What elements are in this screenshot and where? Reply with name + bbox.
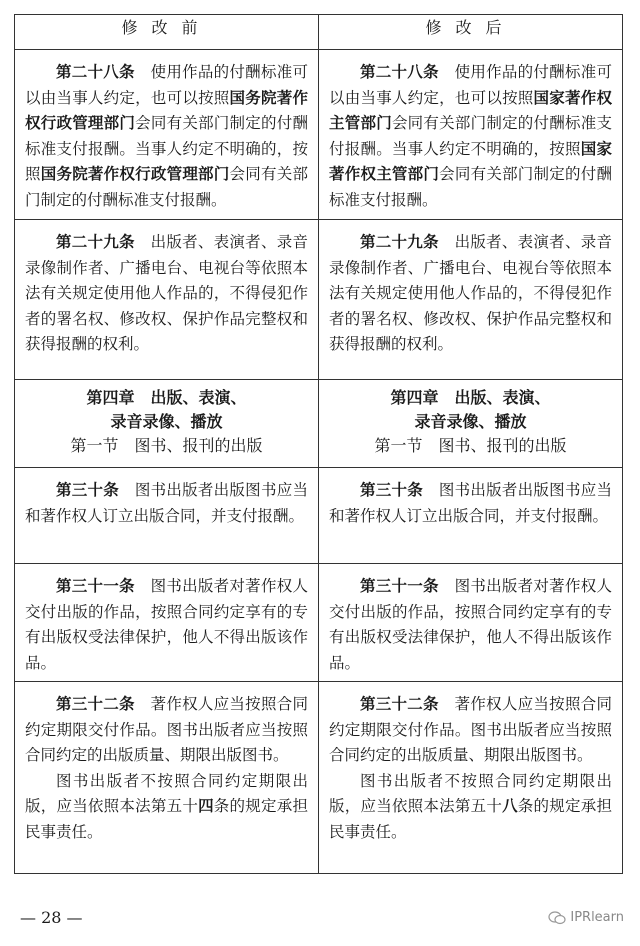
article-paragraph (25, 769, 308, 846)
header-before: 修改前 (15, 15, 319, 50)
article-paragraph (329, 230, 612, 358)
article-paragraph (25, 230, 308, 358)
bold-text: 第三十一条 (56, 577, 135, 595)
table-row (15, 220, 623, 380)
cell-before (15, 564, 319, 682)
article-paragraph (329, 692, 612, 769)
cell-before (15, 220, 319, 380)
bold-text: 第三十二条 (360, 695, 439, 713)
cell-after (319, 50, 623, 220)
article-paragraph (329, 60, 612, 213)
header-after: 修改后 (319, 15, 623, 50)
text: 会同有关部门制定的付酬标准支付报酬。 (329, 165, 612, 209)
bold-text: 四 (198, 797, 214, 815)
cell-after (319, 220, 623, 380)
bold-text: 国务院著作权行政管理部门 (25, 88, 308, 132)
bold-text: 第二十九条 (56, 233, 135, 251)
bold-text: 第三十条 (360, 481, 424, 499)
text: 条的规定承担民事责任。 (329, 797, 612, 841)
text: 图书出版者对著作权人交付出版的作品，按照合同约定享有的专有出版权受法律保护，他人不得出版该作品。 (25, 577, 308, 672)
text: 著作权人应当按照合同约定期限交付作品。图书出版者应当按照合同约定的出版质量、期限出版图书。 (329, 695, 612, 764)
comparison-table (14, 14, 623, 874)
section-title: 第一节 图书、报刊的出版 (70, 436, 263, 455)
chapter-title: 第四章 出版、表演、 (86, 388, 247, 407)
bold-text: 八 (502, 797, 518, 815)
table-row (15, 564, 623, 682)
wechat-icon (548, 911, 566, 925)
text: 会同有关部门制定的付酬标准支付报酬。当事人约定不明确的，按照 (25, 114, 308, 183)
cell-before (15, 50, 319, 220)
bold-text: 国务院著作权行政管理部门 (40, 165, 230, 183)
table-row (15, 468, 623, 564)
cell-after (319, 682, 623, 874)
text: 会同有关部门制定的付酬标准支付报酬。 (25, 165, 308, 209)
article-paragraph (25, 574, 308, 676)
article-paragraph (329, 574, 612, 676)
table-row (15, 682, 623, 874)
table-header-row (15, 15, 623, 50)
bold-text: 第二十九条 (360, 233, 439, 251)
chapter-title: 录音录像、播放 (110, 412, 223, 431)
cell-after (319, 380, 623, 468)
text: 出版者、表演者、录音录像制作者、广播电台、电视台等依照本法有关规定使用他人作品的，不得侵犯作者的署名权、修改权、保护作品完整权和获得报酬的权利。 (25, 233, 308, 353)
article-paragraph (25, 478, 308, 529)
section-title: 第一节 图书、报刊的出版 (374, 436, 567, 455)
cell-before (15, 468, 319, 564)
cell-after (319, 564, 623, 682)
chapter-title: 第四章 出版、表演、 (390, 388, 551, 407)
text: 图书出版者出版图书应当和著作权人订立出版合同，并支付报酬。 (25, 481, 308, 525)
text: 条的规定承担民事责任。 (25, 797, 308, 841)
bold-text: 国家著作权主管部门 (329, 139, 612, 183)
text: 使用作品的付酬标准可以由当事人约定，也可以按照 (25, 63, 308, 107)
bold-text: 第三十一条 (360, 577, 439, 595)
text: 图书出版者不按照合同约定期限出版，应当依照本法第五十 (25, 771, 308, 815)
text: 使用作品的付酬标准可以由当事人约定，也可以按照 (329, 63, 612, 107)
chapter-title: 录音录像、播放 (414, 412, 527, 431)
article-paragraph (25, 692, 308, 769)
bold-text: 第二十八条 (360, 63, 439, 81)
watermark-text: IPRlearn (570, 910, 624, 925)
text: 图书出版者出版图书应当和著作权人订立出版合同，并支付报酬。 (329, 481, 612, 525)
bold-text: 第三十二条 (56, 695, 135, 713)
bold-text: 第三十条 (56, 481, 120, 499)
article-paragraph (329, 478, 612, 529)
bold-text: 国家著作权主管部门 (329, 88, 612, 132)
watermark (548, 910, 624, 925)
text: 会同有关部门制定的付酬标准支付报酬。当事人约定不明确的，按照 (329, 114, 612, 158)
table-row (15, 50, 623, 220)
text: 图书出版者不按照合同约定期限出版，应当依照本法第五十 (329, 771, 612, 815)
text: 著作权人应当按照合同约定期限交付作品。图书出版者应当按照合同约定的出版质量、期限出版图书。 (25, 695, 308, 764)
bold-text: 第二十八条 (56, 63, 135, 81)
table-row (15, 380, 623, 468)
article-paragraph (25, 60, 308, 213)
text: 图书出版者对著作权人交付出版的作品，按照合同约定享有的专有出版权受法律保护，他人不得出版该作品。 (329, 577, 612, 672)
text: 出版者、表演者、录音录像制作者、广播电台、电视台等依照本法有关规定使用他人作品的，不得侵犯作者的署名权、修改权、保护作品完整权和获得报酬的权利。 (329, 233, 612, 353)
cell-after (319, 468, 623, 564)
cell-before (15, 380, 319, 468)
cell-before (15, 682, 319, 874)
article-paragraph (329, 769, 612, 846)
page-number: — 28 — (20, 908, 83, 927)
